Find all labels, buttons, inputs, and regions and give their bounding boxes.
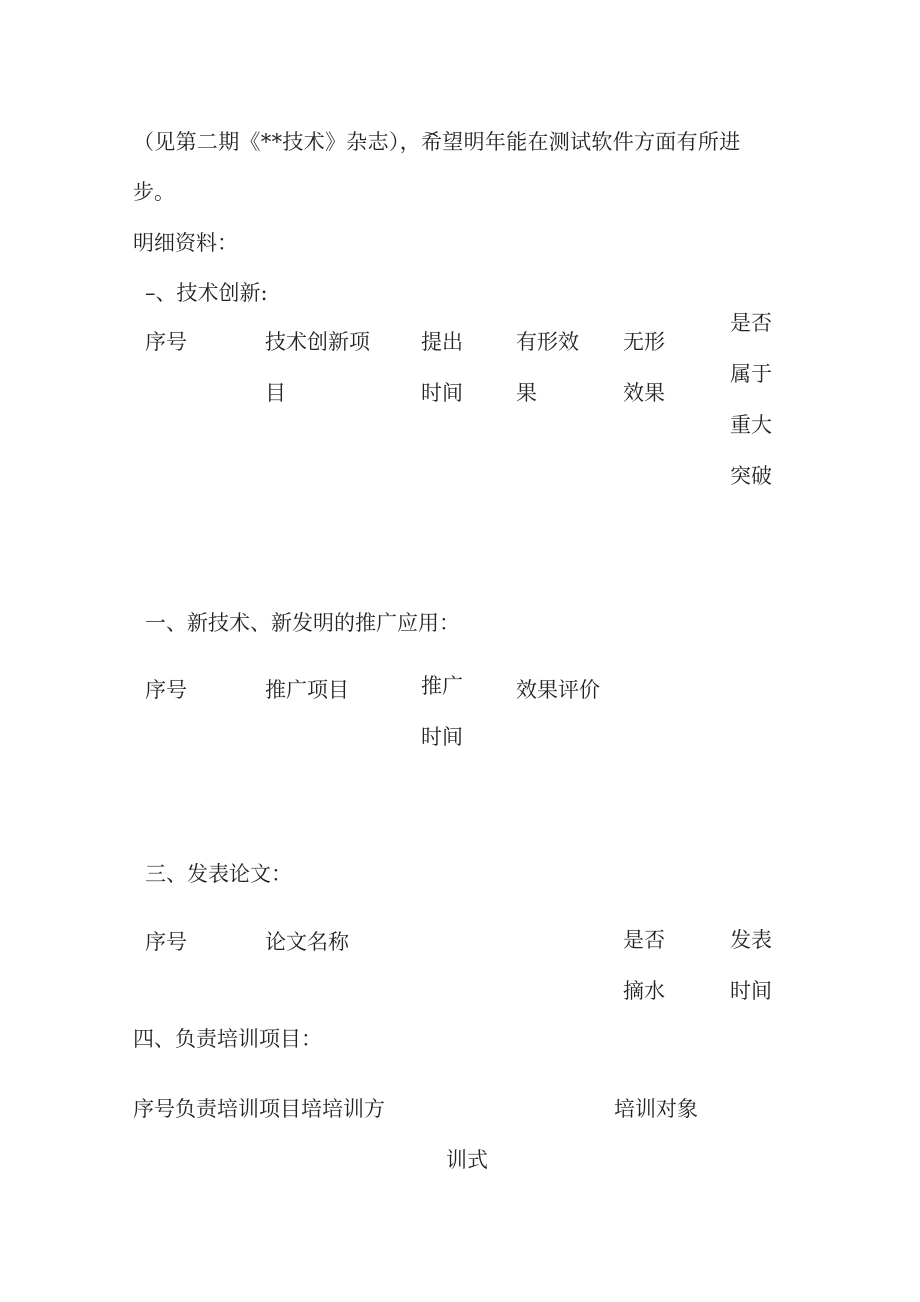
promotion-col-project: 推广项目 [265,678,349,702]
innovation-col-breakthrough: 是否 属于 重大 突破 [730,311,772,488]
training-header-line: 序号负责培训项目培培训方 [133,1097,385,1121]
promotion-heading: 一、新技术、新发明的推广应用： [145,611,460,635]
papers-col-indexed: 是否 摘水 [623,928,665,1003]
intro-line-2: 步。 [133,180,175,204]
training-header-wrap: 训式 [446,1148,488,1172]
innovation-col-time: 提出 时间 [421,330,463,405]
details-heading: 明细资料： [133,231,238,255]
promotion-col-evaluation: 效果评价 [516,678,600,702]
training-heading: 四、负责培训项目： [133,1027,322,1051]
papers-col-time: 发表 时间 [730,928,772,1003]
intro-line-1: （见第二期《**技术》杂志），希望明年能在测试软件方面有所进 [133,130,741,154]
innovation-col-project: 技术创新项 目 [265,330,370,405]
innovation-col-index: 序号 [145,330,187,354]
papers-heading: 三、发表论文： [145,862,292,886]
innovation-col-intangible: 无形 效果 [623,330,665,405]
innovation-heading: –、技术创新: [145,281,268,305]
papers-col-index: 序号 [145,930,187,954]
promotion-col-time: 推广 时间 [421,674,463,749]
papers-col-title: 论文名称 [265,930,349,954]
innovation-col-tangible: 有形效 果 [516,330,579,405]
training-col-target: 培训对象 [614,1097,698,1121]
promotion-col-index: 序号 [145,678,187,702]
